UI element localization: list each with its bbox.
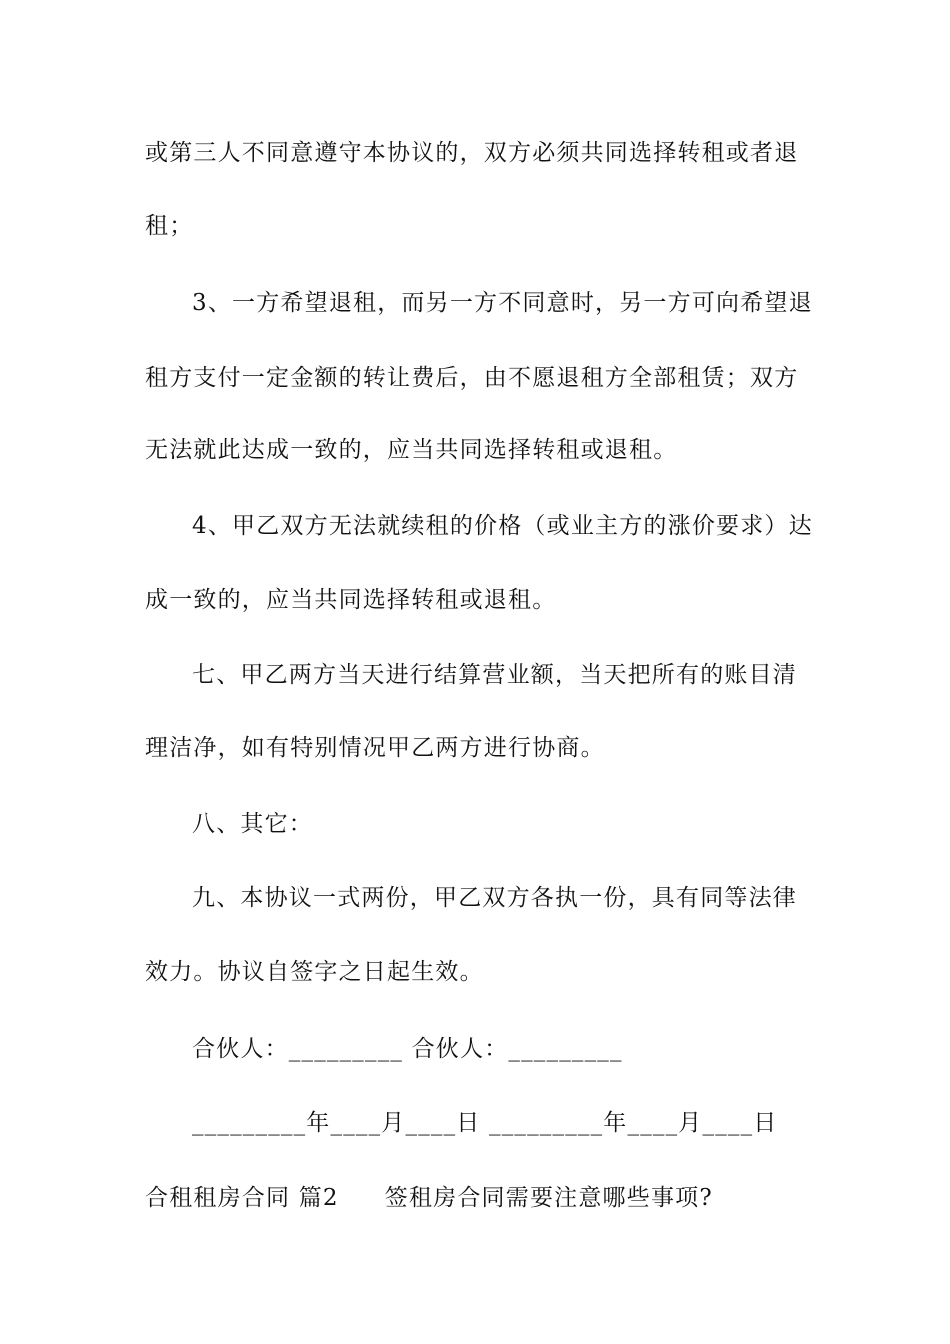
paragraph-line: 租方支付一定金额的转让费后，由不愿退租方全部租赁；双方 bbox=[145, 365, 799, 391]
section-subtitle: 签租房合同需要注意哪些事项? bbox=[384, 1185, 713, 1211]
paragraph-line: 无法就此达成一致的，应当共同选择转租或退租。 bbox=[145, 437, 678, 463]
paragraph-line: 3、一方希望退租，而另一方不同意时，另一方可向希望退 bbox=[192, 290, 813, 316]
paragraph-line: 租； bbox=[145, 213, 194, 239]
paragraph-line: 或第三人不同意遵守本协议的，双方必须共同选择转租或者退 bbox=[145, 140, 799, 166]
signature-line: 合伙人：_________ 合伙人：_________ bbox=[192, 1036, 623, 1062]
paragraph-line: 4、甲乙双方无法就续租的价格（或业主方的涨价要求）达 bbox=[192, 513, 813, 539]
paragraph-line: 理洁净，如有特别情况甲乙两方进行协商。 bbox=[145, 735, 605, 761]
paragraph-line: 八、其它： bbox=[192, 811, 313, 837]
paragraph-line: 九、本协议一式两份，甲乙双方各执一份，具有同等法律 bbox=[192, 885, 797, 911]
section-title: 合租租房合同 篇2 bbox=[145, 1185, 339, 1211]
paragraph-line: 效力。协议自签字之日起生效。 bbox=[145, 959, 484, 985]
paragraph-line: 成一致的，应当共同选择转租或退租。 bbox=[145, 587, 557, 613]
date-line: _________年____月____日 _________年____月____日 bbox=[192, 1110, 778, 1136]
paragraph-line: 七、甲乙两方当天进行结算营业额，当天把所有的账目清 bbox=[192, 662, 797, 688]
section-heading bbox=[145, 1183, 713, 1213]
